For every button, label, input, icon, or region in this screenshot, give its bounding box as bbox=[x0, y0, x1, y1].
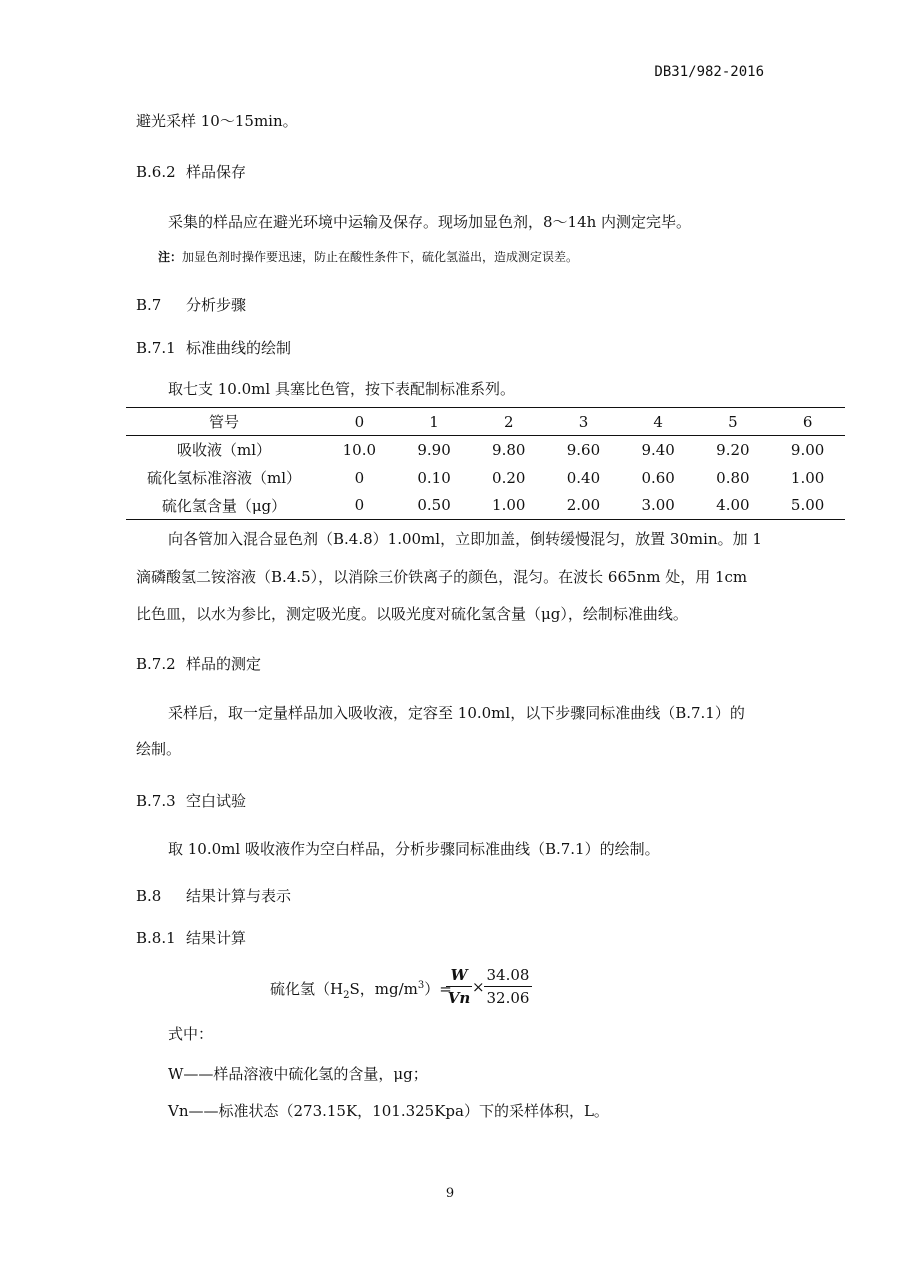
table-cell: 10.0 bbox=[342, 440, 377, 459]
definition-w: W——样品溶液中硫化氢的含量，μg； bbox=[168, 1065, 428, 1083]
table-cell: 0.20 bbox=[492, 468, 526, 487]
note bbox=[158, 248, 578, 265]
note-text: 加显色剂时操作要迅速，防止在酸性条件下，硫化氢溢出，造成测定误差。 bbox=[182, 250, 579, 264]
paragraph-line: 滴磷酸氢二铵溶液（B.4.5），以消除三价铁离子的颜色，混匀。在波长 665nm 处，用 1cm bbox=[136, 568, 748, 586]
paragraph: 采集的样品应在避光环境中运输及保存。现场加显色剂，8～14h 内测定完毕。 bbox=[168, 213, 692, 231]
formula-lhs: 硫化氢（$H_2S$，$mg/m^3)=$ bbox=[270, 980, 452, 1001]
table-cell: 0 bbox=[354, 496, 365, 515]
section-title: 空白试验 bbox=[186, 792, 247, 810]
fraction-numerator: W bbox=[446, 966, 472, 987]
column-header: 3 bbox=[578, 412, 589, 431]
table-cell: 1.00 bbox=[790, 468, 825, 487]
document-code: DB31/982-2016 bbox=[654, 64, 764, 80]
table-cell: 3.00 bbox=[641, 496, 675, 515]
table-header-row bbox=[126, 408, 845, 436]
column-header: 2 bbox=[503, 412, 514, 431]
table-cell: 5.00 bbox=[790, 496, 825, 515]
table-row bbox=[126, 492, 845, 520]
paragraph: 取七支 10.0ml 具塞比色管，按下表配制标准系列。 bbox=[168, 380, 515, 398]
table-cell: 1.00 bbox=[492, 496, 526, 515]
fraction-denominator: 32.06 bbox=[486, 989, 530, 1007]
fraction-molar-ratio bbox=[484, 966, 532, 1007]
table-row bbox=[126, 464, 845, 492]
table-cell: 2.00 bbox=[566, 496, 601, 515]
section-number: B.6.2 bbox=[136, 163, 176, 181]
table-cell: 0.80 bbox=[716, 468, 750, 487]
section-number: B.8.1 bbox=[136, 929, 176, 947]
section-number: B.7.3 bbox=[136, 792, 176, 810]
section-number: B.7.1 bbox=[136, 339, 176, 357]
fraction-w-over-vn bbox=[446, 966, 472, 1007]
row-label: 硫化氢标准溶液（ml） bbox=[146, 469, 302, 487]
section-heading-b81 bbox=[136, 927, 246, 948]
times-sign: × bbox=[472, 978, 485, 996]
column-header: 管号 bbox=[208, 413, 239, 431]
note-label: 注： bbox=[158, 250, 183, 264]
column-header: 0 bbox=[354, 412, 365, 431]
row-label: 吸收液（ml） bbox=[176, 441, 272, 460]
table-cell: 9.00 bbox=[790, 440, 825, 459]
where-label: 式中： bbox=[168, 1025, 214, 1043]
section-title: 结果计算与表示 bbox=[186, 887, 292, 905]
section-title: 分析步骤 bbox=[186, 296, 247, 314]
section-title: 标准曲线的绘制 bbox=[186, 339, 292, 357]
table-cell: 4.00 bbox=[716, 496, 750, 515]
paragraph-line: 采样后，取一定量样品加入吸收液，定容至 10.0ml，以下步骤同标准曲线（B.7.1）的 bbox=[168, 704, 745, 722]
paragraph-line: 比色皿，以水为参比，测定吸光度。以吸光度对硫化氢含量（μg），绘制标准曲线。 bbox=[136, 605, 688, 623]
table-cell: 0 bbox=[354, 468, 365, 487]
section-heading-b8 bbox=[136, 885, 291, 906]
section-title: 样品的测定 bbox=[186, 655, 262, 673]
section-heading-b71 bbox=[136, 337, 291, 358]
section-heading-b73 bbox=[136, 790, 246, 811]
definition-vn: Vn——标准状态（273.15K，101.325Kpa）下的采样体积，L。 bbox=[168, 1102, 609, 1120]
column-header: 5 bbox=[728, 412, 738, 431]
table-cell: 9.80 bbox=[492, 440, 526, 459]
paragraph: 取 10.0ml 吸收液作为空白样品，分析步骤同标准曲线（B.7.1）的绘制。 bbox=[168, 840, 660, 858]
table-cell: 0.40 bbox=[566, 468, 601, 487]
column-header: 6 bbox=[802, 412, 813, 431]
table-cell: 9.40 bbox=[641, 440, 675, 459]
text-line: 避光采样 10～15min。 bbox=[136, 112, 298, 130]
section-number: B.7 bbox=[136, 296, 162, 314]
section-heading-b62 bbox=[136, 161, 246, 182]
paragraph-line: 向各管加入混合显色剂（B.4.8）1.00ml，立即加盖，倒转缓慢混匀，放置 30min。加 1 bbox=[168, 530, 762, 548]
row-label: 硫化氢含量（μg） bbox=[161, 496, 287, 515]
standard-series-table bbox=[126, 407, 845, 520]
table-cell: 9.60 bbox=[566, 440, 601, 459]
section-number: B.8 bbox=[136, 887, 162, 905]
column-header: 1 bbox=[429, 412, 439, 431]
section-number: B.7.2 bbox=[136, 655, 176, 673]
section-title: 样品保存 bbox=[186, 163, 247, 181]
fraction-denominator: Vn bbox=[447, 989, 471, 1007]
table-cell: 0.60 bbox=[641, 468, 675, 487]
fraction-numerator: 34.08 bbox=[484, 966, 532, 987]
section-heading-b7 bbox=[136, 294, 246, 315]
table-cell: 9.20 bbox=[716, 440, 750, 459]
table-cell: 9.90 bbox=[417, 440, 451, 459]
section-heading-b72 bbox=[136, 653, 261, 674]
paragraph-line: 绘制。 bbox=[136, 740, 182, 758]
table-row bbox=[126, 436, 845, 464]
table-cell: 0.50 bbox=[417, 496, 451, 515]
column-header: 4 bbox=[653, 412, 663, 431]
section-title: 结果计算 bbox=[186, 929, 247, 947]
page-number: 9 bbox=[445, 1186, 455, 1201]
table-cell: 0.10 bbox=[417, 468, 451, 487]
